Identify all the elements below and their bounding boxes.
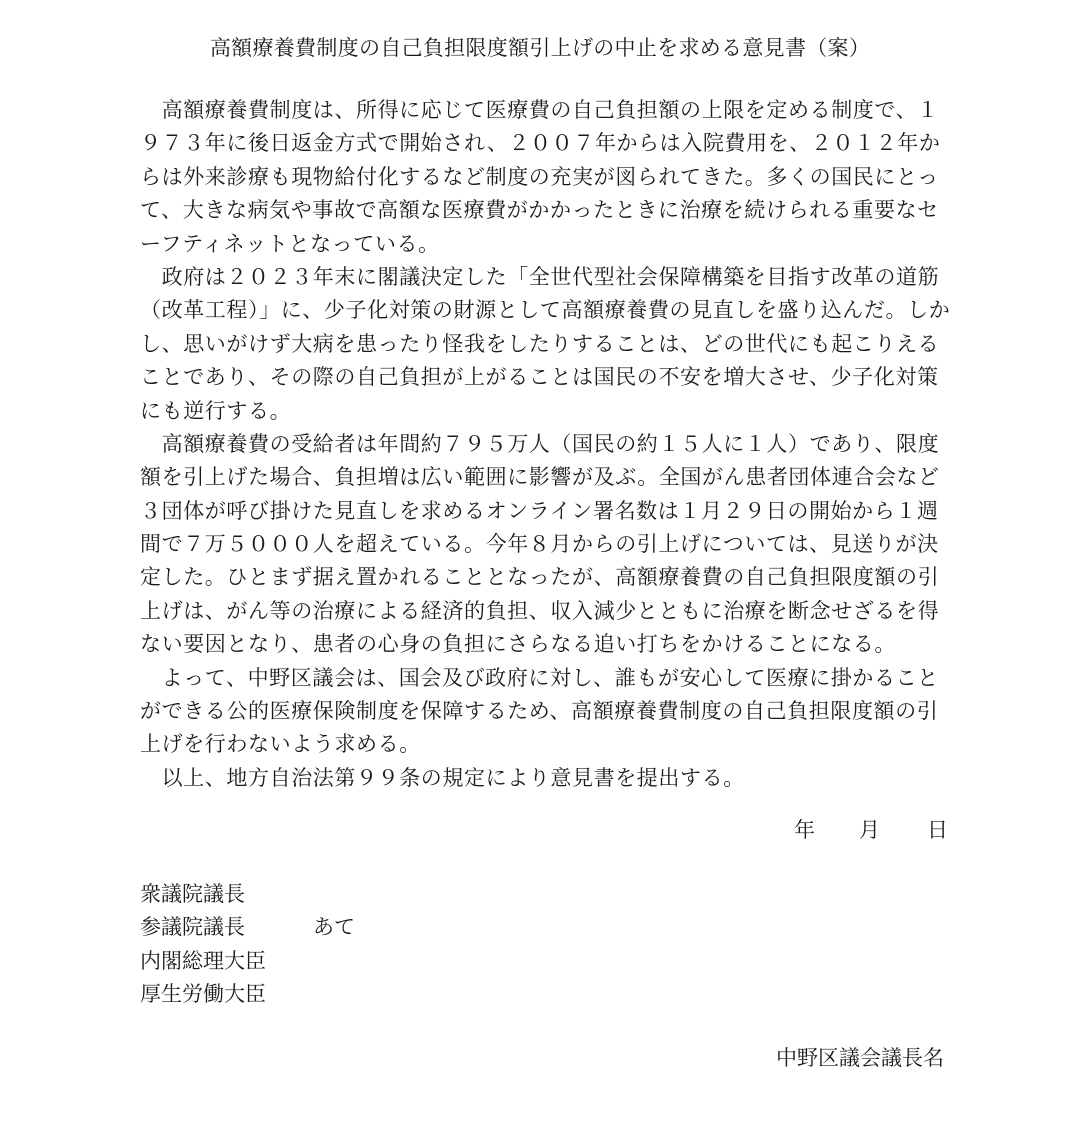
date-day: 日 — [927, 818, 948, 842]
recipient: 参議院議長 — [140, 915, 245, 940]
date-year: 年 — [794, 818, 815, 842]
body-line: 定した。ひとまず据え置かれることとなったが、高額療養費の自己負担限度額の引 — [140, 565, 940, 590]
recipient-row — [140, 911, 355, 944]
addressed-to: あて — [313, 915, 355, 940]
body-line: 以上、地方自治法第９９条の規定により意見書を提出する。 — [140, 765, 745, 790]
body-line: ９７３年に後日返金方式で開始され、２００７年からは入院費用を、２０１２年か — [140, 131, 941, 156]
body-line: にも逆行する。 — [140, 398, 292, 423]
document-body — [140, 94, 951, 795]
body-line: よって、中野区議会は、国会及び政府に対し、誰もが安心して医療に掛かること — [140, 665, 939, 690]
body-line: 高額療養費の受給者は年間約７９５万人（国民の約１５人に１人）であり、限度 — [140, 431, 940, 456]
body-line: 間で７万５０００人を超えている。今年８月からの引上げについては、見送りが決 — [140, 532, 939, 557]
recipient: 内閣総理大臣 — [140, 948, 266, 973]
recipient-block — [140, 878, 355, 1012]
body-line: 政府は２０２３年末に閣議決定した「全世代型社会保障構築を目指す改革の道筋 — [140, 264, 940, 289]
body-line: ができる公的医療保険制度を保障するため、高額療養費制度の自己負担限度額の引 — [140, 699, 939, 724]
document-title: 高額療養費制度の自己負担限度額引上げの中止を求める意見書（案） — [209, 36, 871, 60]
body-line: 高額療養費制度は、所得に応じて医療費の自己負担額の上限を定める制度で、１ — [140, 98, 939, 122]
body-line: 上げを行わないよう求める。 — [140, 732, 421, 757]
body-line: ３団体が呼び掛けた見直しを求めるオンライン署名数は１月２９日の開始から１週 — [140, 498, 939, 523]
body-line: 上げは、がん等の治療による経済的負担、収入減少とともに治療を断念せざるを得 — [140, 598, 940, 623]
recipient: 厚生労働大臣 — [140, 982, 266, 1007]
recipient: 衆議院議長 — [140, 882, 245, 906]
body-line: て、大きな病気や事故で高額な医療費がかかったときに治療を続けられる重要なセ — [140, 198, 939, 223]
date-month: 月 — [859, 818, 880, 842]
body-line: ーフティネットとなっている。 — [140, 231, 440, 256]
body-line: （改革工程）」に、少子化対策の財源として高額療養費の見直しを盛り込んだ。しか — [140, 298, 951, 323]
body-line: ことであり、その際の自己負担が上がることは国民の不安を増大させ、少子化対策 — [140, 365, 939, 390]
body-line: 額を引上げた場合、負担増は広い範囲に影響が及ぶ。全国がん患者団体連合会など — [140, 465, 940, 490]
body-line: し、思いがけず大病を患ったり怪我をしたりすることは、どの世代にも起こりえる — [140, 331, 940, 356]
signatory: 中野区議会議長名 — [776, 1046, 944, 1070]
body-line: ない要因となり、患者の心身の負担にさらなる追い打ちをかけることになる。 — [140, 632, 896, 657]
body-line: らは外来診療も現物給付化するなど制度の充実が図られてきた。多くの国民にとっ — [140, 164, 939, 189]
